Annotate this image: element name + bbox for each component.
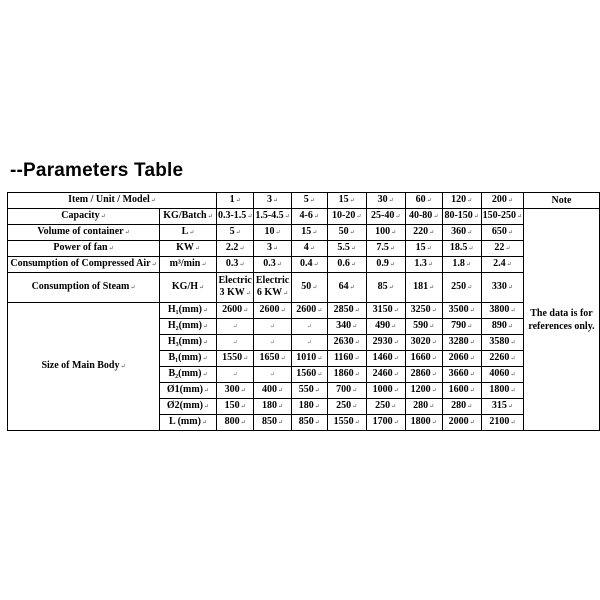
value-cell: 400↵ [254,383,291,399]
paragraph-mark: ↵ [429,324,435,330]
page-title: --Parameters Table [10,160,184,181]
paragraph-mark: ↵ [354,340,360,346]
value-cell: 2060↵ [442,351,481,367]
paragraph-mark: ↵ [350,262,356,268]
paragraph-mark: ↵ [203,324,209,330]
value-cell: 890↵ [481,319,523,335]
value-cell: 22↵ [481,241,523,257]
value-cell: 1550↵ [216,351,253,367]
paragraph-mark: ↵ [354,308,360,314]
value-cell: 2.4↵ [481,257,523,273]
value-cell: 850↵ [254,415,291,431]
value-cell: 280↵ [405,399,442,415]
paragraph-mark: ↵ [313,214,319,220]
value-cell: 2930↵ [366,335,405,351]
value-cell: 1650↵ [254,351,291,367]
value-cell: 7.5↵ [366,241,405,257]
value-cell: 360↵ [442,225,481,241]
header-model: 3↵ [254,193,291,209]
table-row [8,273,600,303]
paragraph-mark: ↵ [426,246,432,252]
paragraph-mark: ↵ [388,285,394,291]
value-cell: 550↵ [291,383,327,399]
paragraph-mark: ↵ [312,230,318,236]
paragraph-mark: ↵ [124,230,130,236]
paragraph-mark: ↵ [150,198,156,204]
paragraph-mark: ↵ [240,404,246,410]
paragraph-mark: ↵ [278,404,284,410]
paragraph-mark: ↵ [393,356,399,362]
value-cell: 64↵ [327,273,366,303]
paragraph-mark: ↵ [510,420,516,426]
value-cell: 2850↵ [327,303,366,319]
note-cell: The data is for references only. [524,209,600,431]
paragraph-mark: ↵ [199,285,205,291]
header-model: 60↵ [405,193,442,209]
paragraph-mark: ↵ [312,285,318,291]
row-unit: Ø1(mm)↵ [159,383,216,399]
value-cell: 1200↵ [405,383,442,399]
paragraph-mark: ↵ [391,404,397,410]
value-cell: 800↵ [216,415,253,431]
paragraph-mark: ↵ [349,285,355,291]
value-cell: 2600↵ [216,303,253,319]
paragraph-mark: ↵ [239,246,245,252]
row-unit: H₃(mm)↵ [159,335,216,351]
paragraph-mark: ↵ [510,340,516,346]
value-cell: 1.8↵ [442,257,481,273]
header-model: 15↵ [327,193,366,209]
table-row [8,193,600,209]
value-cell: 180↵ [254,399,291,415]
paragraph-mark: ↵ [391,324,397,330]
value-cell: 250↵ [366,399,405,415]
paragraph-mark: ↵ [467,198,473,204]
value-cell: 4060↵ [481,367,523,383]
paragraph-mark: ↵ [354,420,360,426]
paragraph-mark: ↵ [431,388,437,394]
paragraph-mark: ↵ [350,246,356,252]
paragraph-mark: ↵ [469,388,475,394]
value-cell: 2600↵ [291,303,327,319]
paragraph-mark: ↵ [393,340,399,346]
value-cell: 1160↵ [327,351,366,367]
paragraph-mark: ↵ [202,372,208,378]
row-unit: m³/min↵ [159,257,216,273]
paragraph-mark: ↵ [391,230,397,236]
paragraph-mark: ↵ [393,308,399,314]
value-cell: 0.3↵ [216,257,253,273]
paragraph-mark: ↵ [505,246,511,252]
row-unit: Ø2(mm)↵ [159,399,216,415]
paragraph-mark: ↵ [469,308,475,314]
value-cell: 3250↵ [405,303,442,319]
paragraph-mark: ↵ [393,420,399,426]
row-item-label: Capacity↵ [8,209,160,225]
value-cell: 3150↵ [366,303,405,319]
row-unit: H₁(mm)↵ [159,303,216,319]
paragraph-mark: ↵ [314,388,320,394]
paragraph-mark: ↵ [431,356,437,362]
table-row [8,209,600,225]
row-unit: L↵ [159,225,216,241]
paragraph-mark: ↵ [270,324,276,330]
paragraph-mark: ↵ [507,285,513,291]
paragraph-mark: ↵ [130,285,136,291]
value-cell: 1.3↵ [405,257,442,273]
paragraph-mark: ↵ [100,214,106,220]
value-cell: 1560↵ [291,367,327,383]
value-cell: 1600↵ [442,383,481,399]
paragraph-mark: ↵ [273,198,279,204]
value-cell: 220↵ [405,225,442,241]
paragraph-mark: ↵ [270,340,276,346]
paragraph-mark: ↵ [467,285,473,291]
header-model: 1↵ [216,193,253,209]
paragraph-mark: ↵ [309,198,315,204]
paragraph-mark: ↵ [469,356,475,362]
paragraph-mark: ↵ [270,372,276,378]
paragraph-mark: ↵ [510,356,516,362]
row-unit: B₁(mm)↵ [159,351,216,367]
paragraph-mark: ↵ [243,356,249,362]
value-cell: 250↵ [327,399,366,415]
table-row [8,303,600,319]
row-item-label: Power of fan↵ [8,241,160,257]
paragraph-mark: ↵ [468,246,474,252]
paragraph-mark: ↵ [393,388,399,394]
value-cell: 150-250↵ [481,209,523,225]
paragraph-mark: ↵ [431,340,437,346]
paragraph-mark: ↵ [510,372,516,378]
header-item-unit-model: Item / Unit / Model↵ [8,193,217,209]
value-cell: 280↵ [442,399,481,415]
paragraph-mark: ↵ [510,308,516,314]
value-cell: 0.3-1.5↵ [216,209,253,225]
value-cell: 1010↵ [291,351,327,367]
table-row [8,225,600,241]
table-row [8,257,600,273]
paragraph-mark: ↵ [240,420,246,426]
paragraph-mark: ↵ [431,420,437,426]
paragraph-mark: ↵ [429,285,435,291]
value-cell: 15↵ [405,241,442,257]
paragraph-mark: ↵ [317,308,323,314]
value-cell: 590↵ [405,319,442,335]
paragraph-mark: ↵ [309,246,315,252]
value-cell: 3800↵ [481,303,523,319]
paragraph-mark: ↵ [507,198,513,204]
paragraph-mark: ↵ [314,404,320,410]
value-cell: 25-40↵ [366,209,405,225]
value-cell: 50↵ [291,273,327,303]
paragraph-mark: ↵ [431,372,437,378]
paragraph-mark: ↵ [204,404,210,410]
value-cell: 315↵ [481,399,523,415]
value-cell: 2.2↵ [216,241,253,257]
paragraph-mark: ↵ [314,420,320,426]
paragraph-mark: ↵ [352,404,358,410]
value-cell: 2860↵ [405,367,442,383]
paragraph-mark: ↵ [507,324,513,330]
value-cell [291,319,327,335]
paragraph-mark: ↵ [276,262,282,268]
row-item-label: Consumption of Steam↵ [8,273,160,303]
value-cell: 181↵ [405,273,442,303]
paragraph-mark: ↵ [506,262,512,268]
paragraph-mark: ↵ [395,214,401,220]
value-cell [216,367,253,383]
paragraph-mark: ↵ [393,372,399,378]
paragraph-mark: ↵ [235,198,241,204]
main-body-label: Size of Main Body↵ [8,303,160,431]
header-model: 120↵ [442,193,481,209]
value-cell: 1700↵ [366,415,405,431]
value-cell: 3580↵ [481,335,523,351]
value-cell: 0.3↵ [254,257,291,273]
value-cell: 850↵ [291,415,327,431]
paragraph-mark: ↵ [317,372,323,378]
paragraph-mark: ↵ [354,356,360,362]
value-cell: 3020↵ [405,335,442,351]
value-cell: 2260↵ [481,351,523,367]
row-unit: H₂(mm)↵ [159,319,216,335]
paragraph-mark: ↵ [431,308,437,314]
paragraph-mark: ↵ [388,198,394,204]
paragraph-mark: ↵ [239,262,245,268]
paragraph-mark: ↵ [189,230,195,236]
paragraph-mark: ↵ [108,246,114,252]
value-cell: 3↵ [254,241,291,257]
paragraph-mark: ↵ [203,308,209,314]
value-cell: 15↵ [291,225,327,241]
value-cell: 4↵ [291,241,327,257]
paragraph-mark: ↵ [235,230,241,236]
header-model: 5↵ [291,193,327,209]
paragraph-mark: ↵ [469,420,475,426]
value-cell: 1460↵ [366,351,405,367]
header-note: Note [524,193,600,209]
paragraph-mark: ↵ [240,388,246,394]
value-cell: 2100↵ [481,415,523,431]
paragraph-mark: ↵ [280,356,286,362]
paragraph-mark: ↵ [356,214,362,220]
value-cell [254,335,291,351]
row-item-label: Volume of container↵ [8,225,160,241]
paragraph-mark: ↵ [201,262,207,268]
value-cell: 1800↵ [481,383,523,399]
value-cell: 3500↵ [442,303,481,319]
value-cell: 0.4↵ [291,257,327,273]
value-cell: Electric 6 KW↵ [254,273,291,303]
value-cell [254,367,291,383]
paragraph-mark: ↵ [247,214,253,220]
value-cell: 2600↵ [254,303,291,319]
paragraph-mark: ↵ [507,230,513,236]
value-cell: 80-150↵ [442,209,481,225]
value-cell [254,319,291,335]
paragraph-mark: ↵ [120,364,126,370]
paragraph-mark: ↵ [151,262,157,268]
paragraph-mark: ↵ [510,388,516,394]
paragraph-mark: ↵ [201,420,207,426]
value-cell: 250↵ [442,273,481,303]
value-cell: 40-80↵ [405,209,442,225]
paragraph-mark: ↵ [207,214,213,220]
value-cell: 1860↵ [327,367,366,383]
value-cell: 100↵ [366,225,405,241]
value-cell: 340↵ [327,319,366,335]
value-cell [291,335,327,351]
paragraph-mark: ↵ [317,356,323,362]
table-body [8,193,600,431]
value-cell: 150↵ [216,399,253,415]
value-cell: 790↵ [442,319,481,335]
paragraph-mark: ↵ [280,308,286,314]
paragraph-mark: ↵ [278,388,284,394]
paragraph-mark: ↵ [245,291,251,297]
paragraph-mark: ↵ [467,324,473,330]
value-cell: 4-6↵ [291,209,327,225]
value-cell: 18.5↵ [442,241,481,257]
value-cell [216,319,253,335]
paragraph-mark: ↵ [465,262,471,268]
value-cell: 2000↵ [442,415,481,431]
value-cell: 2460↵ [366,367,405,383]
paragraph-mark: ↵ [433,214,439,220]
paragraph-mark: ↵ [429,404,435,410]
value-cell: 10-20↵ [327,209,366,225]
paragraph-mark: ↵ [306,340,312,346]
paragraph-mark: ↵ [429,230,435,236]
value-cell [216,335,253,351]
paragraph-mark: ↵ [232,340,238,346]
value-cell: 1000↵ [366,383,405,399]
row-unit: L (mm)↵ [159,415,216,431]
paragraph-mark: ↵ [306,324,312,330]
value-cell: 0.6↵ [327,257,366,273]
value-cell: 180↵ [291,399,327,415]
paragraph-mark: ↵ [203,340,209,346]
paragraph-mark: ↵ [389,246,395,252]
value-cell: 3660↵ [442,367,481,383]
header-model: 200↵ [481,193,523,209]
value-cell: 1.5-4.5↵ [254,209,291,225]
paragraph-mark: ↵ [204,388,210,394]
value-cell: 5.5↵ [327,241,366,257]
value-cell: 5↵ [216,225,253,241]
value-cell: 1660↵ [405,351,442,367]
paragraph-mark: ↵ [194,246,200,252]
header-model: 30↵ [366,193,405,209]
value-cell: 1550↵ [327,415,366,431]
paragraph-mark: ↵ [389,262,395,268]
paragraph-mark: ↵ [467,230,473,236]
paragraph-mark: ↵ [427,262,433,268]
paragraph-mark: ↵ [283,291,289,297]
value-cell: 330↵ [481,273,523,303]
paragraph-mark: ↵ [516,214,523,220]
paragraph-mark: ↵ [278,420,284,426]
value-cell: 300↵ [216,383,253,399]
value-cell: 700↵ [327,383,366,399]
value-cell: 650↵ [481,225,523,241]
paragraph-mark: ↵ [507,404,513,410]
paragraph-mark: ↵ [243,308,249,314]
paragraph-mark: ↵ [467,404,473,410]
value-cell: 50↵ [327,225,366,241]
paragraph-mark: ↵ [202,356,208,362]
row-unit: KW↵ [159,241,216,257]
paragraph-mark: ↵ [349,198,355,204]
row-unit: KG/H↵ [159,273,216,303]
paragraph-mark: ↵ [469,340,475,346]
paragraph-mark: ↵ [275,230,281,236]
paragraph-mark: ↵ [273,246,279,252]
table-row [8,241,600,257]
row-item-label: Consumption of Compressed Air↵ [8,257,160,273]
parameters-table [7,192,600,431]
value-cell: 1800↵ [405,415,442,431]
value-cell: 490↵ [366,319,405,335]
paragraph-mark: ↵ [232,324,238,330]
value-cell: 85↵ [366,273,405,303]
row-unit: B₂(mm)↵ [159,367,216,383]
paragraph-mark: ↵ [232,372,238,378]
value-cell: Electric 3 KW↵ [216,273,253,303]
value-cell: 3280↵ [442,335,481,351]
row-unit: KG/Batch↵ [159,209,216,225]
paragraph-mark: ↵ [352,324,358,330]
paragraph-mark: ↵ [352,388,358,394]
paragraph-mark: ↵ [284,214,290,220]
value-cell: 2630↵ [327,335,366,351]
value-cell: 0.9↵ [366,257,405,273]
paragraph-mark: ↵ [426,198,432,204]
paragraph-mark: ↵ [469,372,475,378]
paragraph-mark: ↵ [473,214,479,220]
paragraph-mark: ↵ [313,262,319,268]
paragraph-mark: ↵ [354,372,360,378]
value-cell: 10↵ [254,225,291,241]
paragraph-mark: ↵ [349,230,355,236]
